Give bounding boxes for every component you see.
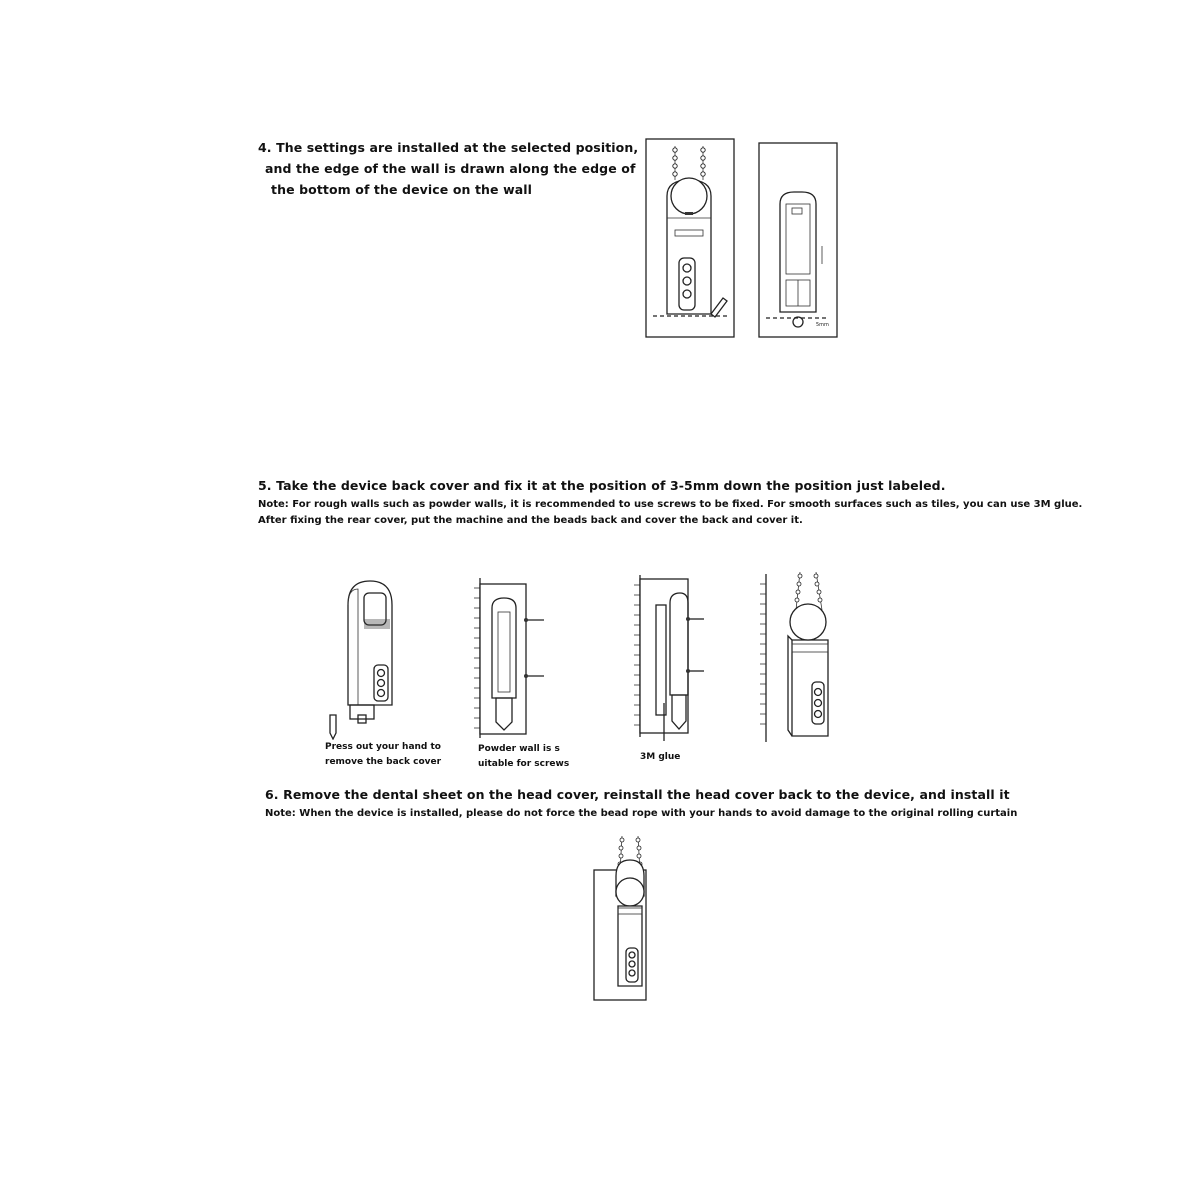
step5-figure-glue (630, 575, 720, 745)
step5-caption-2-line-2: uitable for screws (478, 759, 570, 769)
step5-caption-1-line-2: remove the back cover (325, 757, 442, 767)
step5-note-line-2: After fixing the rear cover, put the machine and the beads back and cover the back and cover it. (258, 515, 803, 526)
step5-caption-1-line-1: Press out your hand to (325, 742, 441, 752)
step5-figure-installed (752, 570, 842, 745)
step4-fig-label: 5mm (816, 322, 829, 328)
step5-figure-screws (470, 578, 560, 738)
step5-caption-2-line-1: Powder wall is s (478, 744, 560, 754)
step4-line-2: and the edge of the wall is drawn along the edge of (265, 161, 636, 176)
step5-note-line-1: Note: For rough walls such as powder walls, it is recommended to use screws to be fixed. For smooth surfaces such as tiles, you can use 3M glue. (258, 499, 1083, 510)
step4-line-3: the bottom of the device on the wall (271, 182, 533, 197)
step6-title: 6. Remove the dental sheet on the head cover, reinstall the head cover back to the device, and install it (265, 787, 1010, 802)
step5-caption-3: 3M glue (640, 752, 681, 762)
step4-figure-back-cover (758, 142, 838, 338)
step4-figure-device-front (645, 138, 735, 338)
step6-note: Note: When the device is installed, please do not force the bead rope with your hands to avoid damage to the original rolling curtain (265, 808, 1018, 819)
step5-title: 5. Take the device back cover and fix it at the position of 3-5mm down the position just labeled. (258, 478, 946, 493)
step6-figure-head-cover (588, 836, 668, 1006)
step5-figure-remove-cover (320, 575, 410, 740)
step4-line-1: 4. The settings are installed at the selected position, (258, 140, 639, 155)
